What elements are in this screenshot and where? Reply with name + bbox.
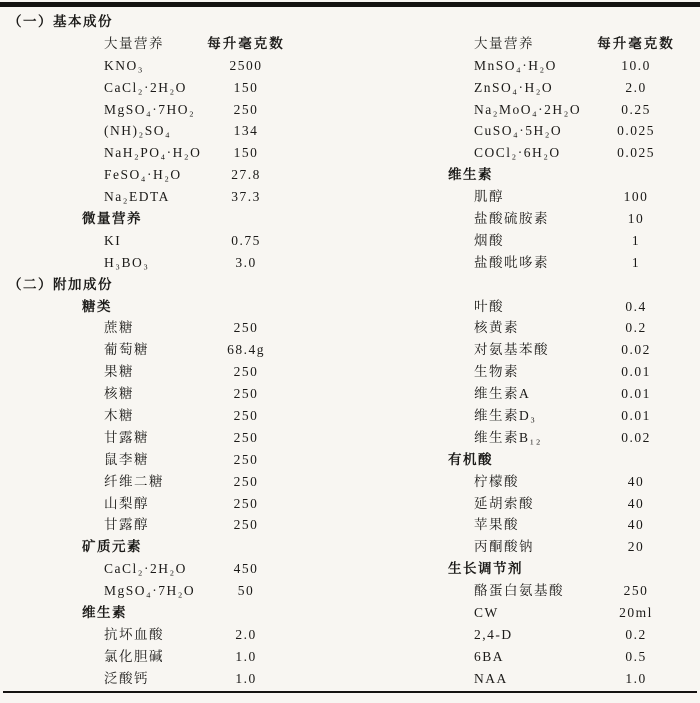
ingredient-value-left: 37.3 bbox=[231, 189, 261, 205]
table-row bbox=[0, 514, 700, 536]
ingredient-value-left: 250 bbox=[233, 101, 259, 117]
ingredient-value-left: 150 bbox=[233, 145, 259, 161]
ingredient-name-left: MgSO₄·7H₂O bbox=[104, 583, 196, 599]
ingredient-name-left: （二）附加成份 bbox=[8, 276, 113, 292]
ingredient-name-left: 甘露醇 bbox=[104, 517, 149, 533]
ingredient-name-left: 木糖 bbox=[104, 408, 134, 424]
ingredient-name-right: 有机酸 bbox=[448, 451, 493, 467]
ingredient-name-right: 维生素B₁₂ bbox=[474, 429, 542, 445]
ingredient-name-right: 对氨基苯酸 bbox=[474, 342, 549, 358]
ingredient-name-right: 盐酸硫胺素 bbox=[474, 211, 549, 227]
ingredient-name-left: （一）基本成份 bbox=[8, 14, 113, 29]
ingredient-name-right: ZnSO₄·H₂O bbox=[474, 79, 554, 95]
ingredient-name-right: 6BA bbox=[474, 648, 505, 664]
table-row bbox=[0, 536, 700, 558]
ingredient-name-left: 矿质元素 bbox=[82, 539, 142, 555]
ingredient-value-left: 250 bbox=[233, 517, 259, 533]
ingredient-name-left: 氯化胆碱 bbox=[104, 648, 164, 664]
ingredient-value-right: 0.01 bbox=[621, 408, 651, 424]
ingredient-name-left: CaCl₂·2H₂O bbox=[104, 561, 187, 577]
ingredient-name-left: H₃BO₃ bbox=[104, 254, 150, 270]
ingredient-value-right: 0.2 bbox=[625, 320, 647, 336]
ingredient-value-left bbox=[196, 274, 296, 296]
table-row bbox=[0, 558, 700, 580]
table-row bbox=[0, 427, 700, 449]
ingredient-name-left: KNO₃ bbox=[104, 57, 144, 73]
ingredient-value-left: 450 bbox=[233, 561, 259, 577]
ingredient-name-right: 烟酸 bbox=[474, 232, 504, 248]
ingredient-value-left: 50 bbox=[237, 583, 255, 599]
table-row bbox=[0, 668, 700, 690]
ingredient-value-left: 150 bbox=[233, 79, 259, 95]
ingredient-name-right: NAA bbox=[474, 670, 508, 686]
table-row bbox=[0, 405, 700, 427]
ingredient-value-right: 2.0 bbox=[625, 79, 647, 95]
ingredient-name-right: 酪蛋白氨基酸 bbox=[474, 583, 564, 599]
ingredient-value-right: 20 bbox=[627, 539, 645, 555]
ingredient-name-left: FeSO₄·H₂O bbox=[104, 167, 182, 183]
ingredient-value-right: 0.5 bbox=[625, 648, 647, 664]
ingredient-value-right: 0.01 bbox=[621, 386, 651, 402]
table-row bbox=[0, 624, 700, 646]
ingredient-name-left: 微量营养 bbox=[82, 211, 142, 227]
ingredient-name-left: 泛酸钙 bbox=[104, 670, 149, 686]
ingredient-name-right: 柠檬酸 bbox=[474, 473, 519, 489]
ingredient-value-right bbox=[586, 274, 686, 296]
ingredient-value-left: 250 bbox=[233, 429, 259, 445]
table-row bbox=[0, 602, 700, 624]
table-row bbox=[0, 120, 700, 142]
ingredient-value-right: 20ml bbox=[619, 605, 653, 621]
ingredient-name-right: 肌醇 bbox=[474, 189, 504, 205]
ingredient-value-left: 3.0 bbox=[235, 254, 257, 270]
ingredient-name-right: 叶酸 bbox=[474, 298, 504, 314]
ingredient-value-right: 1 bbox=[631, 232, 641, 248]
ingredient-name-right: 维生素 bbox=[448, 167, 493, 183]
ingredient-name-right: Na₂MoO₄·2H₂O bbox=[474, 101, 582, 117]
ingredient-value-right bbox=[586, 449, 686, 471]
ingredient-name-left: 鼠李糖 bbox=[104, 451, 149, 467]
ingredient-value-left: 250 bbox=[233, 495, 259, 511]
table-row bbox=[0, 296, 700, 318]
ingredient-value-left: 250 bbox=[233, 473, 259, 489]
bottom-rule bbox=[3, 691, 697, 693]
table-row bbox=[0, 383, 700, 405]
table-row bbox=[0, 646, 700, 668]
ingredient-value-right: 0.2 bbox=[625, 626, 647, 642]
ingredient-value-right: 100 bbox=[623, 189, 649, 205]
ingredient-value-left bbox=[196, 602, 296, 624]
ingredient-name-left: 抗坏血酸 bbox=[104, 626, 164, 642]
ingredient-name-left: MgSO₄·7HO₂ bbox=[104, 101, 196, 117]
ingredient-name-left: 山梨醇 bbox=[104, 495, 149, 511]
ingredient-value-right: 250 bbox=[623, 583, 649, 599]
ingredient-name-right: 延胡索酸 bbox=[474, 495, 534, 511]
ingredient-name-left: KI bbox=[104, 232, 122, 248]
ingredient-name-right: CuSO₄·5H₂O bbox=[474, 123, 563, 139]
table-row bbox=[0, 274, 700, 296]
ingredient-value-right: 40 bbox=[627, 473, 645, 489]
ingredient-name-right: 核黄素 bbox=[474, 320, 519, 336]
table-row bbox=[0, 230, 700, 252]
table-row bbox=[0, 77, 700, 99]
ingredient-value-left bbox=[196, 536, 296, 558]
table-row bbox=[0, 55, 700, 77]
ingredient-name-right: 生长调节剂 bbox=[448, 561, 523, 577]
ingredient-value-left: 0.75 bbox=[231, 232, 261, 248]
ingredient-name-right: 大量营养 bbox=[474, 35, 534, 51]
ingredient-value-left: 250 bbox=[233, 320, 259, 336]
table-row bbox=[0, 33, 700, 55]
ingredient-name-right: 维生素A bbox=[474, 386, 531, 402]
ingredient-name-right: CW bbox=[474, 605, 499, 621]
ingredient-value-left: 134 bbox=[233, 123, 259, 139]
ingredient-name-left: NaH₂PO₄·H₂O bbox=[104, 145, 202, 161]
ingredient-value-left: 250 bbox=[233, 386, 259, 402]
ingredient-name-right: 盐酸吡哆素 bbox=[474, 254, 549, 270]
table-row bbox=[0, 471, 700, 493]
ingredient-value-left: 27.8 bbox=[231, 167, 261, 183]
ingredient-value-left bbox=[196, 208, 296, 230]
ingredient-value-right: 1 bbox=[631, 254, 641, 270]
ingredient-value-right: 1.0 bbox=[625, 670, 647, 686]
ingredient-name-right bbox=[296, 11, 586, 33]
ingredient-name-left: 葡萄糖 bbox=[104, 342, 149, 358]
ingredient-name-right: 丙酮酸钠 bbox=[474, 539, 534, 555]
ingredient-name-right: COCl₂·6H₂O bbox=[474, 145, 561, 161]
ingredient-value-left: 2.0 bbox=[235, 626, 257, 642]
ingredient-value-right bbox=[586, 11, 686, 33]
ingredient-value-right: 10 bbox=[627, 211, 645, 227]
table-row bbox=[0, 493, 700, 515]
ingredient-name-left: 糖类 bbox=[82, 298, 112, 314]
ingredient-value-right: 0.4 bbox=[625, 298, 647, 314]
ingredient-value-right: 0.025 bbox=[617, 123, 655, 139]
table-row bbox=[0, 252, 700, 274]
ingredient-value-right: 每升毫克数 bbox=[597, 35, 675, 51]
ingredient-value-right: 0.25 bbox=[621, 101, 651, 117]
ingredient-name-right: 2,4-D bbox=[474, 626, 513, 642]
ingredient-value-left: 每升毫克数 bbox=[207, 35, 285, 51]
table-row bbox=[0, 449, 700, 471]
ingredient-value-right bbox=[586, 164, 686, 186]
ingredient-name-left: 蔗糖 bbox=[104, 320, 134, 336]
ingredient-value-right: 0.02 bbox=[621, 342, 651, 358]
ingredient-name-right: 生物素 bbox=[474, 364, 519, 380]
ingredient-name-right: 维生素D₃ bbox=[474, 408, 537, 424]
ingredient-value-left: 1.0 bbox=[235, 648, 257, 664]
ingredient-name-left: 纤维二糖 bbox=[104, 473, 164, 489]
table-row bbox=[0, 164, 700, 186]
ingredient-name-left: CaCl₂·2H₂O bbox=[104, 79, 187, 95]
ingredient-value-right bbox=[586, 558, 686, 580]
ingredient-name-left: 大量营养 bbox=[104, 35, 164, 51]
ingredient-value-right: 40 bbox=[627, 495, 645, 511]
composition-table bbox=[0, 11, 700, 690]
table-row bbox=[0, 142, 700, 164]
top-rule bbox=[0, 2, 700, 7]
ingredient-value-left: 2500 bbox=[229, 57, 263, 73]
ingredient-value-left bbox=[196, 296, 296, 318]
ingredient-name-right: 苹果酸 bbox=[474, 517, 519, 533]
ingredient-name-left: 果糖 bbox=[104, 364, 134, 380]
ingredient-value-right: 40 bbox=[627, 517, 645, 533]
table-row bbox=[0, 208, 700, 230]
ingredient-value-left: 68.4g bbox=[227, 342, 265, 358]
ingredient-value-left bbox=[196, 11, 296, 33]
ingredient-value-right: 10.0 bbox=[621, 57, 651, 73]
ingredient-name-left: 核糖 bbox=[104, 386, 134, 402]
table-row bbox=[0, 11, 700, 33]
ingredient-name-left: 维生素 bbox=[82, 605, 127, 621]
ingredient-name-left: (NH)₂SO₄ bbox=[104, 123, 172, 139]
table-row bbox=[0, 339, 700, 361]
ingredient-name-left: 甘露糖 bbox=[104, 429, 149, 445]
ingredient-value-left: 250 bbox=[233, 408, 259, 424]
table-row bbox=[0, 580, 700, 602]
ingredient-value-left: 250 bbox=[233, 364, 259, 380]
ingredient-value-right: 0.025 bbox=[617, 145, 655, 161]
ingredient-value-right: 0.02 bbox=[621, 429, 651, 445]
ingredient-name-right: MnSO₄·H₂O bbox=[474, 57, 557, 73]
table-row bbox=[0, 361, 700, 383]
ingredient-value-left: 250 bbox=[233, 451, 259, 467]
ingredient-value-right: 0.01 bbox=[621, 364, 651, 380]
table-row bbox=[0, 317, 700, 339]
table-row bbox=[0, 186, 700, 208]
table-row bbox=[0, 99, 700, 121]
ingredient-name-right bbox=[296, 274, 586, 296]
ingredient-value-left: 1.0 bbox=[235, 670, 257, 686]
ingredient-name-left: Na₂EDTA bbox=[104, 189, 170, 205]
